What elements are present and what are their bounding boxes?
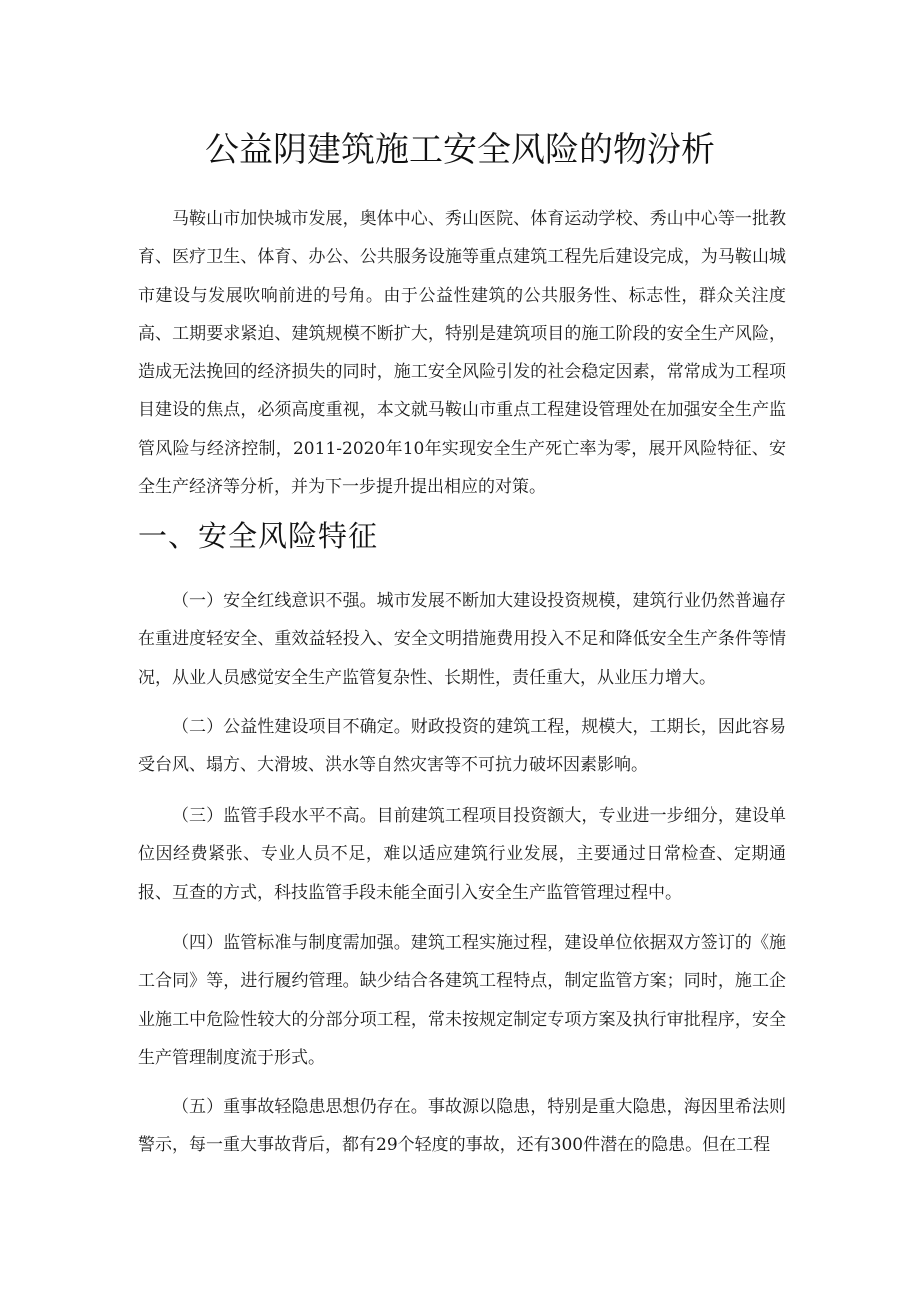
section-paragraph-3: （三）监管手段水平不高。目前建筑工程项目投资额大，专业进一步细分，建设单位因经费紧张、专业人员不足，难以适应建筑行业发展，主要通过日常检查、定期通报、互查的方式，科技监管手段未能全面引入安全生产监管管理过程中。 xyxy=(138,806,786,903)
section-paragraph-1: （一）安全红线意识不强。城市发展不断加大建设投资规模，建筑行业仍然普遍存在重进度轻安全、重效益轻投入、安全文明措施费用投入不足和降低安全生产条件等情况，从业人员感觉安全生产监管复杂性、长期性，责任重大，从业压力增大。 xyxy=(138,591,786,688)
section-heading: 一、安全风险特征 xyxy=(138,519,379,553)
section-paragraph-5: （五）重事故轻隐患思想仍存在。事故源以隐患，特别是重大隐患，海因里希法则警示，每一重大事故背后，都有29个轻度的事故，还有300件潜在的隐患。但在工程 xyxy=(138,1097,786,1156)
intro-paragraph: 马鞍山市加快城市发展，奥体中心、秀山医院、体育运动学校、秀山中心等一批教育、医疗卫生、体育、办公、公共服务设施等重点建筑工程先后建设完成，为马鞍山城市建设与发展吹响前进的号角。由于公益性建筑的公共服务性、标志性，群众关注度高、工期要求紧迫、建筑规模不断扩大，特别是建筑项目的施工阶段的安全生产风险，造成无法挽回的经济损失的同时，施工安全风险引发的社会稳定因素，常常成为工程项目建设的焦点，必须高度重视，本文就马鞍山市重点工程建设管理处在加强安全生产监管风险与经济控制，2011-2020年10年实现安全生产死亡率为零，展开风险特征、安全生产经济等分析，并为下一步提升提出相应的对策。 xyxy=(138,209,786,498)
section-paragraph-4: （四）监管标准与制度需加强。建筑工程实施过程，建设单位依据双方签订的《施工合同》等，进行履约管理。缺少结合各建筑工程特点，制定监管方案；同时，施工企业施工中危险性较大的分部分项工程，常未按规定制定专项方案及执行审批程序，安全生产管理制度流于形式。 xyxy=(138,933,786,1068)
section-paragraph-2: （二）公益性建设项目不确定。财政投资的建筑工程，规模大，工期长，因此容易受台风、塌方、大滑坡、洪水等自然灾害等不可抗力破坏因素影响。 xyxy=(138,717,786,776)
document-title: 公益阴建筑施工安全风险的物汾析 xyxy=(205,130,715,170)
